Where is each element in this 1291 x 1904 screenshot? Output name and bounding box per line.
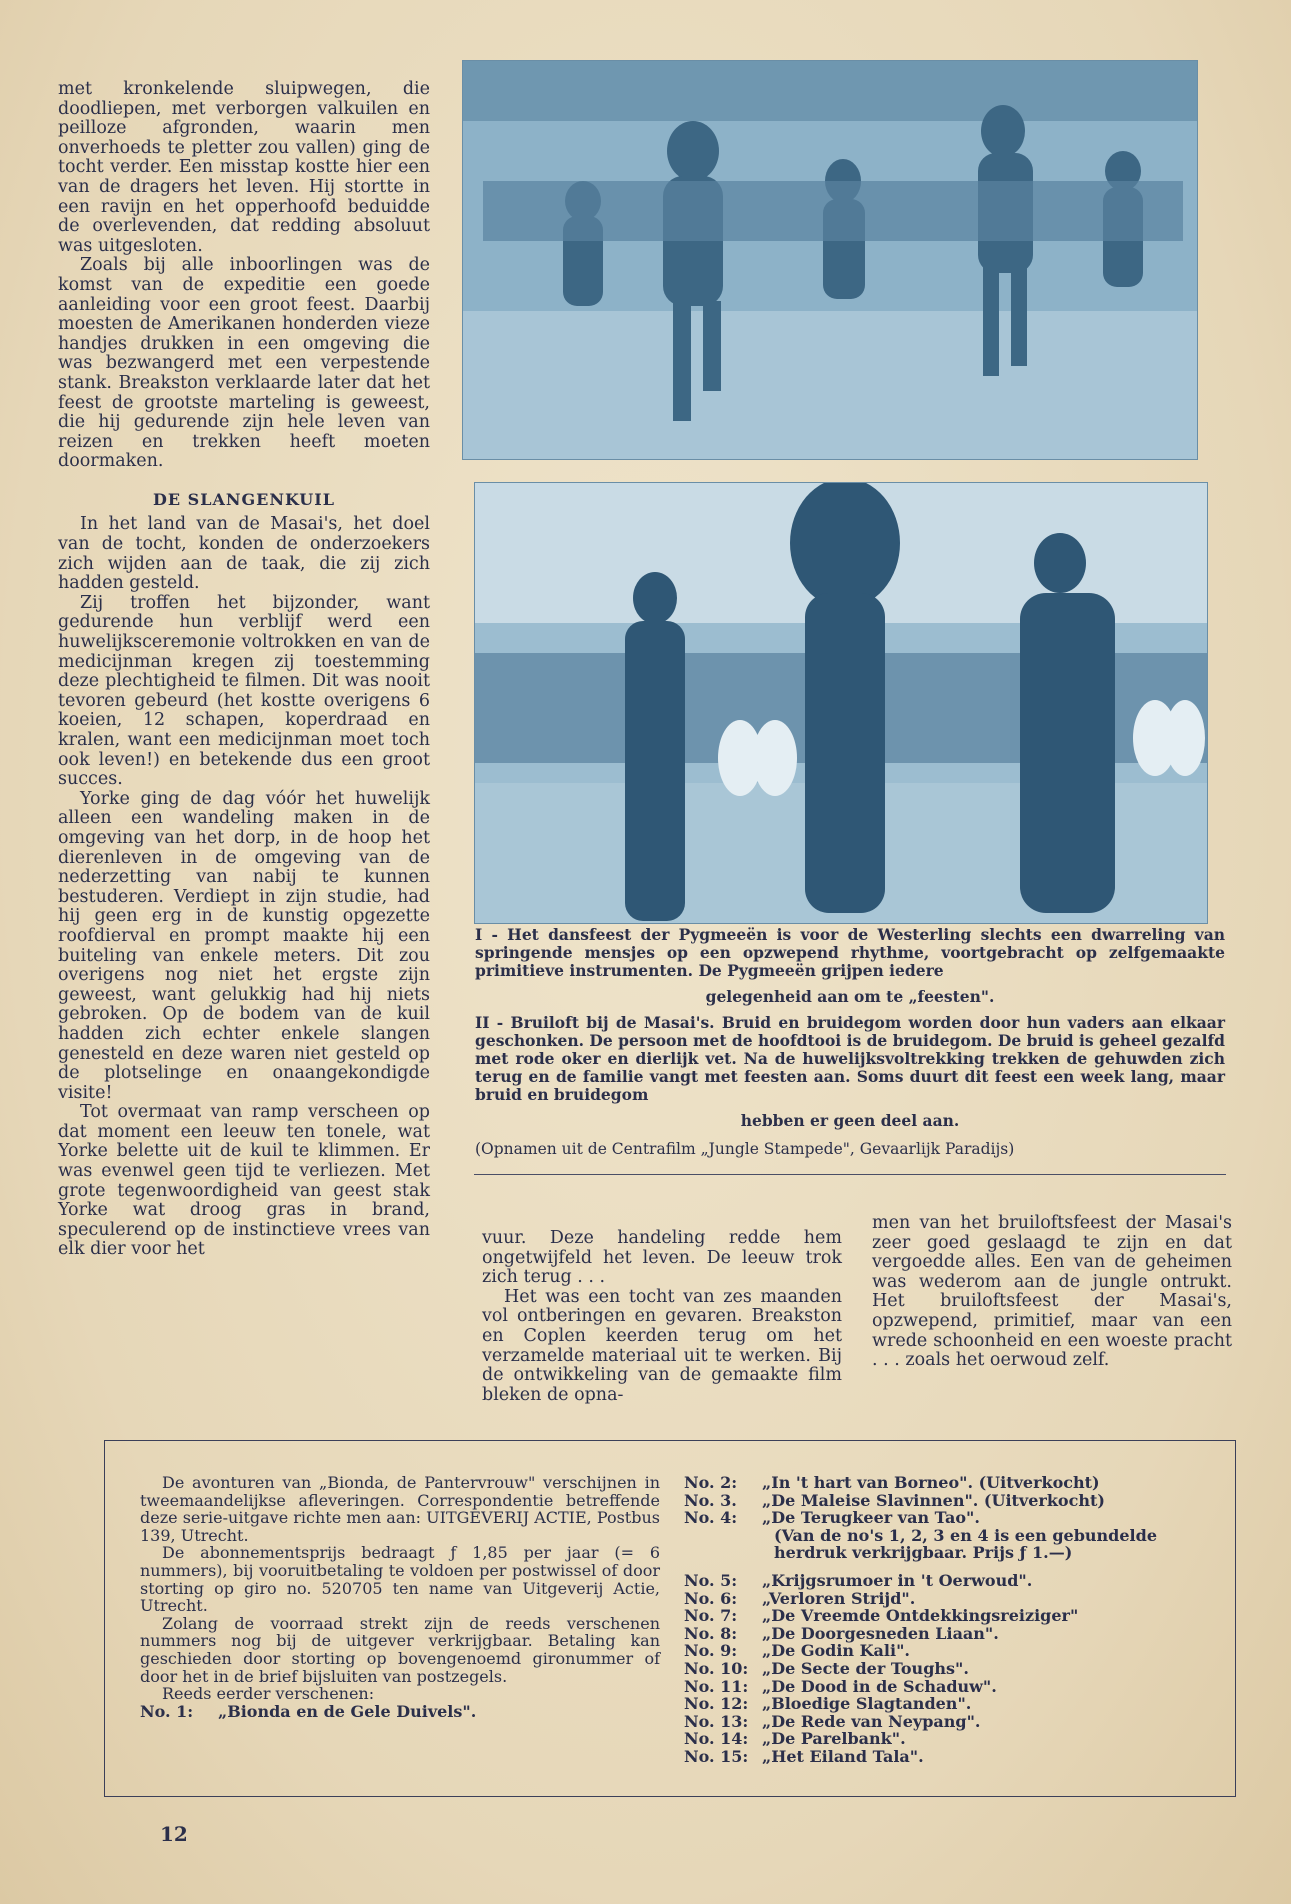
paragraph: men van het bruiloftsfeest der Masai's zeer goed geslaagd te zijn en dat vergoedde alles. Een van de geheimen was wederom aan de jungle ontrukt. Het bruiloftsfeest der Masai's, opzwepend, primitief, maar van een wrede schoonheid en een woeste pracht . . . zoals het oerwoud zelf. xyxy=(872,1213,1232,1371)
photo-credit: (Opnamen uit de Centrafilm „Jungle Stampede", Gevaarlijk Paradijs) xyxy=(475,1140,1015,1158)
episode-item xyxy=(684,1492,1224,1510)
caption-one xyxy=(475,926,1225,980)
episode-title: „Bloedige Slagtanden". xyxy=(762,1694,972,1714)
episode-title: „Het Eiland Tala". xyxy=(762,1746,924,1766)
info-paragraph: De abonnementsprijs bedraagt ƒ 1,85 per jaar (= 6 nummers), bij vooruitbetaling te voldoen per postwissel of door storting op giro no. 520705 ten name van Uitgeverij Actie, Utrecht. xyxy=(140,1543,660,1616)
episode-number: No. 2: xyxy=(684,1473,738,1492)
episode-item xyxy=(684,1713,1224,1731)
episode-item xyxy=(684,1509,1224,1527)
info-paragraph: Zolang de voorraad strekt zijn de reeds verschenen nummers nog bij de uitgever verkrijgbaar. Betaling kan geschieden door storting op bovengenoemd gironummer of door het in de brief bijsluiten van postzegels. xyxy=(140,1613,660,1686)
caption-one-end: gelegenheid aan om te „feesten". xyxy=(705,987,995,1006)
paragraph: Tot overmaat van ramp verscheen op dat moment een leeuw ten tonele, wat Yorke belette uit de kuil te klimmen. Er was evenwel geen tijd te verliezen. Met grote tegenwoordigheid van geest stak Yorke wat droog gras in brand, speculerend op de instinctieve vrees van elk dier voor het xyxy=(58,1102,430,1260)
caption-one-text: I - Het dansfeest der Pygmeeën is voor de Westerling slechts een dwarreling van springende mensjes op een opzwepend rhythme, voortgebracht op zelfgemaakte primitieve instrumenten. De Pygmeeën grijpen iedere xyxy=(475,925,1225,980)
page-number: 12 xyxy=(160,1822,188,1846)
episode-list-b xyxy=(684,1572,1224,1766)
episode-item xyxy=(684,1590,1224,1608)
episode-title: „De Godin Kali". xyxy=(762,1641,910,1661)
episode-title: „De Parelbank". xyxy=(762,1729,906,1749)
episode-item xyxy=(684,1748,1224,1766)
photo-masai-wedding xyxy=(474,482,1208,924)
episode-item xyxy=(684,1607,1224,1625)
info-paragraph: De avonturen van „Bionda, de Pantervrouw" verschijnen in tweemaandelijkse afleveringen. Correspondentie betreffende deze serie-uitgave richte men aan: UITGEVERIJ ACTIE, Postbus 139, Utrecht. xyxy=(140,1473,660,1545)
episode-title: „De Rede van Neypang". xyxy=(762,1711,981,1731)
middle-column xyxy=(482,1229,842,1405)
left-column xyxy=(58,80,430,1260)
episode-item xyxy=(684,1678,1224,1696)
episode-number: No. 7: xyxy=(684,1606,738,1626)
paragraph: Het was een tocht van zes maanden vol ontberingen en gevaren. Breakston en Coplen keerden terug om het verzamelde materiaal uit te werken. Bij de ontwikkeling van de gemaakte film bleken de opna- xyxy=(482,1286,842,1405)
reprint-note: (Van de no's 1, 2, 3 en 4 is een gebundelde herdruk verkrijgbaar. Prijs ƒ 1.—) xyxy=(774,1525,1157,1563)
episode-title: „Bionda en de Gele Duivels". xyxy=(218,1701,477,1721)
episode-item xyxy=(684,1642,1224,1660)
episode-number: No. 15: xyxy=(684,1746,749,1766)
episode-item xyxy=(684,1625,1224,1643)
episode-number: No. 3. xyxy=(684,1490,737,1510)
episode-title: „De Dood in de Schaduw". xyxy=(762,1676,997,1696)
episode-title: „De Terugkeer van Tao". xyxy=(762,1508,980,1528)
episode-title: „De Maleise Slavinnen". (Uitverkocht) xyxy=(762,1490,1105,1510)
paragraph: Zoals bij alle inboorlingen was de komst van de expeditie een goede aanleiding voor een groot feest. Daarbij moesten de Amerikanen honderden vieze handjes drukken in een omgeving die was bezwangerd met een verpestende stank. Breakston verklaarde later dat het feest de grootste marteling is geweest, die hij gedurende zijn hele leven van reizen en trekken heeft moeten doormaken. xyxy=(58,255,430,472)
episode-item xyxy=(684,1474,1224,1492)
episode-number: No. 14: xyxy=(684,1729,749,1749)
episode-number: No. 13: xyxy=(684,1711,749,1731)
episode-number: No. 11: xyxy=(684,1676,749,1696)
info-box-right xyxy=(684,1474,1224,1766)
episode-number: No. 9: xyxy=(684,1641,738,1661)
episode-item xyxy=(684,1572,1224,1590)
episode-number: No. 4: xyxy=(684,1508,738,1528)
episode-title: „De Vreemde Ontdekkingsreiziger" xyxy=(762,1606,1079,1626)
episode-item xyxy=(684,1660,1224,1678)
episode-number: No. 10: xyxy=(684,1658,749,1678)
right-column xyxy=(872,1214,1232,1371)
photo-pygmy-dance xyxy=(462,60,1198,460)
episode-title: „De Secte der Toughs". xyxy=(762,1658,969,1678)
episode-number: No. 12: xyxy=(684,1694,749,1714)
paragraph: In het land van de Masai's, het doel van de tocht, konden de onderzoekers zich wijden aan de taak, die zij zich hadden gesteld. xyxy=(58,514,430,594)
info-paragraph: Reeds eerder verschenen: xyxy=(162,1684,375,1704)
episode-number: No. 8: xyxy=(684,1623,738,1643)
episode-title: „In 't hart van Borneo". (Uitverkocht) xyxy=(762,1473,1100,1492)
episode-number: No. 1: xyxy=(140,1701,194,1721)
episode-title: „Verloren Strijd". xyxy=(762,1588,916,1608)
episode-number: No. 5: xyxy=(684,1570,738,1590)
divider xyxy=(474,1174,1226,1175)
caption-two: II - Bruiloft bij de Masai's. Bruid en bruidegom worden door hun vaders aan elkaar geschonken. De persoon met de hoofdtooi is de bruidegom. De bruid is geheel gezalfd met rode oker en dierlijk vet. Na de huwelijksvoltrekking trekken de gehuwden zich terug en de familie vangt met feesten aan. Soms duurt dit feest een week lang, maar bruid en bruidegom xyxy=(475,1013,1225,1104)
paragraph: vuur. Deze handeling redde hem ongetwijfeld het leven. De leeuw trok zich terug . . . xyxy=(482,1228,842,1288)
caption-two-end: hebben er geen deel aan. xyxy=(740,1111,960,1130)
paragraph: Zij troffen het bijzonder, want gedurende hun verblijf werd een huwelijksceremonie voltrokken en van de medicijnman kregen zij toestemming deze plechtigheid te filmen. Dit was nooit tevoren gebeurd (het kostte overigens 6 koeien, 12 schapen, koperdraad en kralen, want een medicijnman moet toch ook leven!) en betekende dus een groot succes. xyxy=(58,592,430,790)
photo-captions xyxy=(475,926,1225,1166)
episode-title: „Krijgsrumoer in 't Oerwoud". xyxy=(762,1570,1033,1590)
info-box-left xyxy=(140,1474,660,1720)
section-heading: DE SLANGENKUIL xyxy=(153,489,335,509)
episode-item xyxy=(684,1730,1224,1748)
paragraph: met kronkelende sluipwegen, die doodliepen, met verborgen valkuilen en peilloze afgronden, waarin men onverhoeds te pletter zou vallen) ging de tocht verder. Een misstap kostte hier een van de dragers het leven. Hij stortte in een ravijn en het opperhoofd beduidde de overlevenden, dat redding absoluut was uitgesloten. xyxy=(58,79,430,256)
episode-title: „De Doorgesneden Liaan". xyxy=(762,1623,999,1643)
paragraph: Yorke ging de dag vóór het huwelijk alleen een wandeling maken in de omgeving van het dorp, in de hoop het dierenleven in de omgeving van de nederzetting van nabij te kunnen bestuderen. Verdiept in zijn studie, had hij geen erg in de kunstig opgezette roofdierval en prompt maakte hij een buiteling van enkele meters. Dit zou overigens nog niet het ergste zijn geweest, want gelukkig had hij niets gebroken. Op de bodem van de kuil hadden zich echter enkele slangen genesteld en deze waren niet gesteld op de plotselinge en onaangekondigde visite! xyxy=(58,788,430,1103)
episode-number: No. 6: xyxy=(684,1588,738,1608)
episode-list-a xyxy=(684,1474,1224,1527)
episode-item xyxy=(684,1695,1224,1713)
episode-item xyxy=(140,1703,660,1721)
